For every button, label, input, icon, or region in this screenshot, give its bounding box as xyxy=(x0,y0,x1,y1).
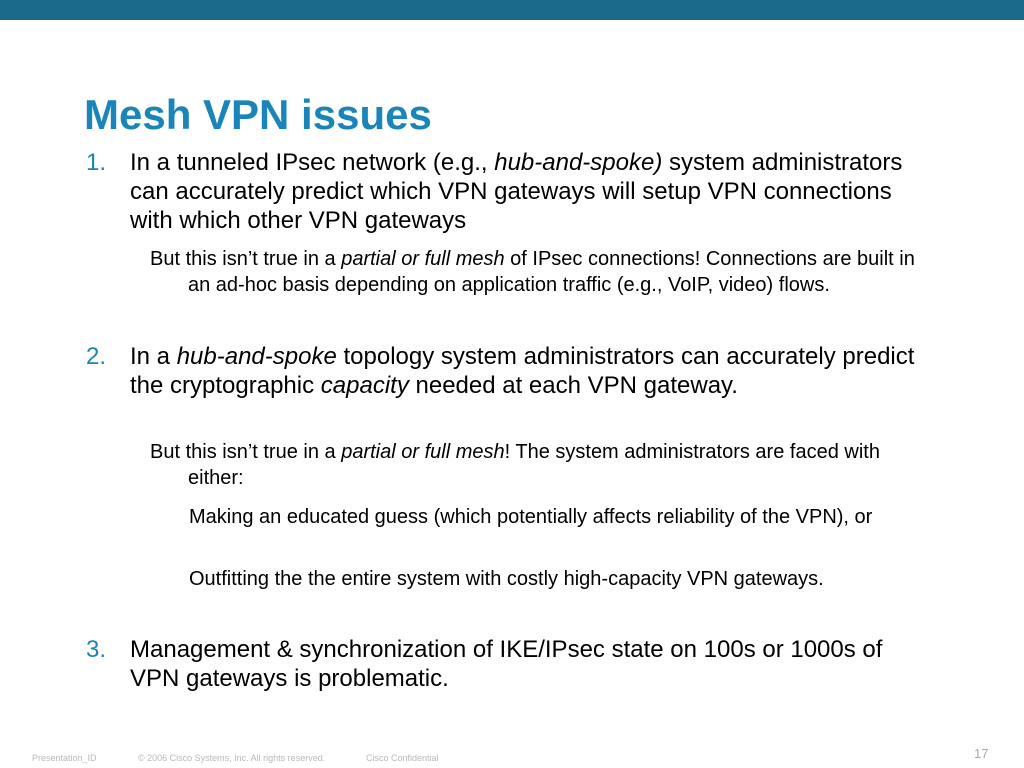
item-emphasis: hub-and-spoke xyxy=(176,343,337,370)
footer-copyright: © 2006 Cisco Systems, Inc. All rights reserved. xyxy=(138,753,326,763)
sub-point-2 xyxy=(150,439,940,491)
sub-point-text: of IPsec connections! Connections are built in an ad-hoc basis depending on application traffic (e.g., VoIP, video) flows. xyxy=(188,248,915,296)
footer-confidential: Cisco Confidential xyxy=(366,753,439,763)
sub-sub-point-2: Outfitting the the entire system with costly high-capacity VPN gateways. xyxy=(189,568,824,590)
page-number: 17 xyxy=(974,746,989,761)
sub-point-emphasis: partial or full mesh xyxy=(341,441,505,463)
numbered-item-1 xyxy=(86,148,930,235)
top-banner-bar xyxy=(0,0,1024,20)
sub-point-text: But this isn’t true in a xyxy=(150,248,342,270)
item-text: In a xyxy=(130,343,177,370)
sub-point-text: ! The system administrators are faced with either: xyxy=(188,441,880,489)
numbered-item-2 xyxy=(86,342,930,400)
item-number: 2. xyxy=(86,343,107,370)
slide-title: Mesh VPN issues xyxy=(84,91,432,138)
item-text: needed at each VPN gateway. xyxy=(408,372,738,399)
sub-sub-point-1: Making an educated guess (which potentially affects reliability of the VPN), or xyxy=(189,506,873,528)
footer-presentation-id: Presentation_ID xyxy=(32,753,97,763)
item-emphasis: hub-and-spoke) xyxy=(494,149,663,176)
item-text: Management & synchronization of IKE/IPsec state on 100s or 1000s of VPN gateways is problematic. xyxy=(130,636,883,692)
sub-point-text: But this isn’t true in a xyxy=(150,441,342,463)
item-emphasis: capacity xyxy=(320,372,409,399)
sub-point-1 xyxy=(150,246,940,298)
item-text: topology system administrators can accurately predict the cryptographic xyxy=(130,343,915,399)
item-number: 3. xyxy=(86,636,107,663)
sub-point-emphasis: partial or full mesh xyxy=(341,248,505,270)
item-number: 1. xyxy=(86,149,107,176)
numbered-item-3 xyxy=(86,635,930,693)
item-text: system administrators can accurately predict which VPN gateways will setup VPN connections with which other VPN gateways xyxy=(130,149,903,234)
item-text: In a tunneled IPsec network (e.g., xyxy=(130,149,495,176)
